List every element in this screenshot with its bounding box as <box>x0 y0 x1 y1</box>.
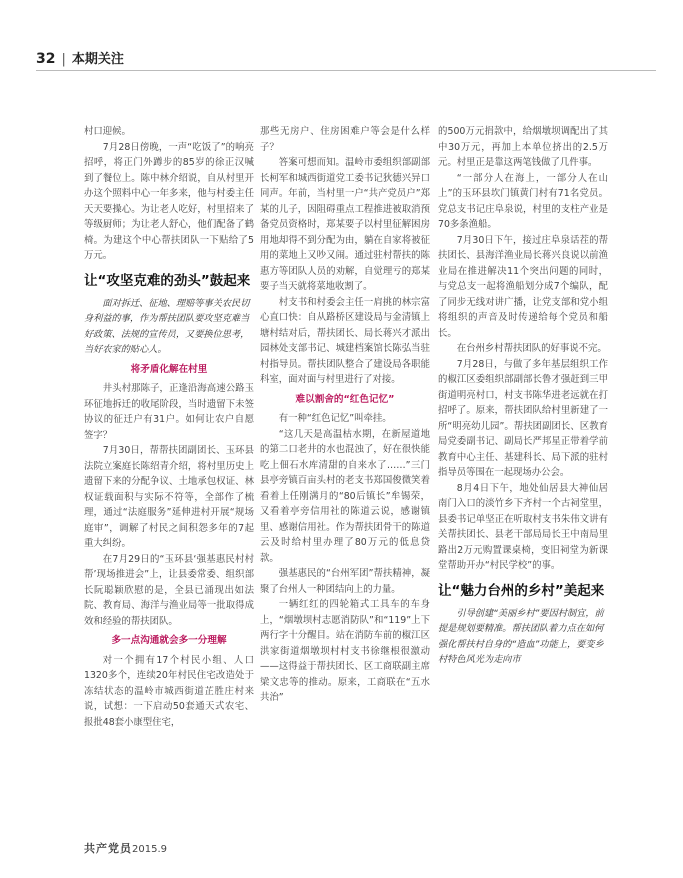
paragraph: 在台州乡村帮扶团队的好事说不完。 <box>456 343 607 354</box>
header-rule <box>36 70 656 71</box>
column-1 <box>84 124 254 730</box>
paragraph: 井头村那陈子，正逢沿海高速公路玉环征地拆迁的收尾阶段，当时遗留下未签协议的征迁户有31户。如何让农户自愿签字？ <box>84 383 254 441</box>
paragraph: 7月30日下午，接过庄阜泉话茬的帮扶团长、县海洋渔业局长蒋兴良说以前渔业局在推进解决11个突出问题的同时，与党总支一起将渔船划分成7个编队，配了同步无线对讲广播，让党支部和党小组将组织的声音及时传递给每个党员和船长。 <box>438 234 608 339</box>
subheading: 难以割舍的“红色记忆” <box>295 393 395 405</box>
column-3 <box>438 124 608 672</box>
paragraph: 一辆红红的四轮箱式工具车的车身上，“烟墩坝村志愿消防队”和“119”上下两行字十分醒目。站在消防车前的椒江区洪家街道烟墩坝村村支书徐继根很激动——这得益于帮扶团长、区工商联副主席梁文忠等的推动。原来，工商联在“五水共治” <box>260 599 430 703</box>
column-2 <box>260 124 430 706</box>
section-lead: 面对拆迁、征地、理赔等事关农民切身利益的事，作为帮扶团队要攻坚克难当好政策、法规的宣传员，又要换位思考，当好农家的贴心人。 <box>84 297 250 355</box>
paragraph: 强基惠民的“台州军团”帮扶精神，凝聚了台州人一种团结向上的力量。 <box>260 568 430 595</box>
paragraph: 的500万元捐款中，给烟墩坝调配出了其中30万元，再加上本单位挤出的2.5万元。村里正是靠这两笔钱做了几件事。 <box>438 126 608 168</box>
paragraph: 7月28日，与做了多年基层组织工作的椒江区委组织部副部长鲁才强赶到三甲街道明亮村口，村支书陈华进老远就在打招呼了。原来，帮扶团队给村里新建了一所“明亮幼儿园”。帮扶团副团长、区教育局党委副书记、副局长严邦星正带着学前教育中心主任、基建科长、局下派的驻村指导员等围在一起现场办公会。 <box>438 358 608 478</box>
paragraph: 8月4日下午，地处仙居县大神仙居南门入口的淡竹乡下齐村一个古祠堂里，县委书记单坚正在听取村支书朱伟文讲有关帮扶团长、县老干部局局长王中南局里路出2万元购置课桌椅，变旧祠堂为新课堂帮助开办“村民学校”的事。 <box>438 482 608 571</box>
paragraph: 在7月29日的“玉环县‘强基惠民村村帮’现场推进会”上，让县委常委、组织部长阮聪颖欣慰的是，全县已涌现出如法院、教育局、海洋与渔业局等一批取得成效和经验的帮扶团队。 <box>84 553 254 627</box>
paragraph: 答案可想而知。温岭市委组织部副部长柯军和城西街道党工委书记狄德兴异口同声。年前，当村里一户“共产党员户”郑某的儿子，因阻碍重点工程推进被取消预备党员资格时，郑某要子以村里征解困房用地却得不到分配为由，躺在自家将被征用的菜地上又吵又闹。通过驻村帮扶的陈惠方等团队人员的劝解，自觉理亏的郑某要子当天就将菜地收割了。 <box>260 157 430 292</box>
paragraph: “一部分人在海上，一部分人在山上”的玉环县坎门镇黄门村有71名党员。党总支书记庄阜泉说，村里的支柱产业是70多条渔船。 <box>438 172 608 230</box>
paragraph: “这几天是高温枯水期，在新屋道地的第二口老井的水也混浊了，好在很快能吃上佃石水库清甜的自来水了……”三门县亭旁镇百亩头村的老支书郑国俊微笑着看着上任刚满月的“80后镇长”牟锡荣，又看着亭旁信用社的陈道云说，感谢镇里、感谢信用社。作为帮扶团骨干的陈道云及时给村里办理了80万元的低息贷款。 <box>260 428 430 564</box>
paragraph: 7月30日，帮帮扶团副团长、玉环县法院立案庭长陈绍青介绍，将村里历史上遗留下来的分配争议、土地承包权证、林权证载面积与实际不符等，全部作了梳理，通过“法庭服务”延伸进村开展“规场庭审”，调解了村民之间积怨多年的7起重大纠纷。 <box>84 445 254 549</box>
section-heading: 让“魅力台州的乡村”美起来 <box>438 582 605 599</box>
page-header <box>36 48 124 67</box>
paragraph: 那些无房户、住房困难户等会是什么样子？ <box>260 126 430 153</box>
page-number: 32 <box>36 51 56 67</box>
subheading: 将矛盾化解在村里 <box>130 363 208 375</box>
section-title: 本期关注 <box>71 52 124 67</box>
magazine-name: 共产党员 <box>84 842 132 855</box>
paragraph: 有一种“红色记忆”叫牵挂。 <box>278 413 392 424</box>
header-separator: | <box>61 52 66 67</box>
paragraph: 对一个拥有17个村民小组、人口1320多个，连续20年村民住宅改造处于冻结状态的温岭市城西街道芷胜庄村来说，试想：一下启动50套通天式农宅、报批48套小康型住宅， <box>84 654 254 728</box>
paragraph: 村支书和村委会主任一肩挑的林宗富心直口快：自从路桥区建设局与金清镇上塘村结对后，帮扶团长、局长蒋兴才派出园林处支部书记、城建档案馆长陈弘当驻村指导员。帮扶团队整合了建设局各职能科室，面对面与村里进行了对接。 <box>260 296 430 385</box>
paragraph: 7月28日傍晚，一声“吃饭了”的响亮招呼，将正门外蹲步的85岁的徐正汉喊到了餐位上。陈中林介绍说，自从村里开办这个照料中心一年多来，他与村委主任天天要操心。为让老人吃好，村里招来了等级厨师；为让老人舒心，他们配备了鹤椅。为建这个中心帮扶团队一下贴给了5万元。 <box>84 141 254 261</box>
paragraph: 村口迎候。 <box>84 126 131 137</box>
subheading: 多一点沟通就会多一分理解 <box>111 635 227 646</box>
section-lead: 引导创建“美丽乡村”要因村制宜，前提是规划要精准。帮扶团队着力点在如何强化帮扶村自身的“造血”功能上，要变乡村特色风光为走向市 <box>438 607 604 665</box>
section-heading: 让“攻坚克难的劲头”鼓起来 <box>84 272 251 289</box>
page-footer <box>84 840 167 856</box>
issue-number: 2015.9 <box>132 844 167 855</box>
